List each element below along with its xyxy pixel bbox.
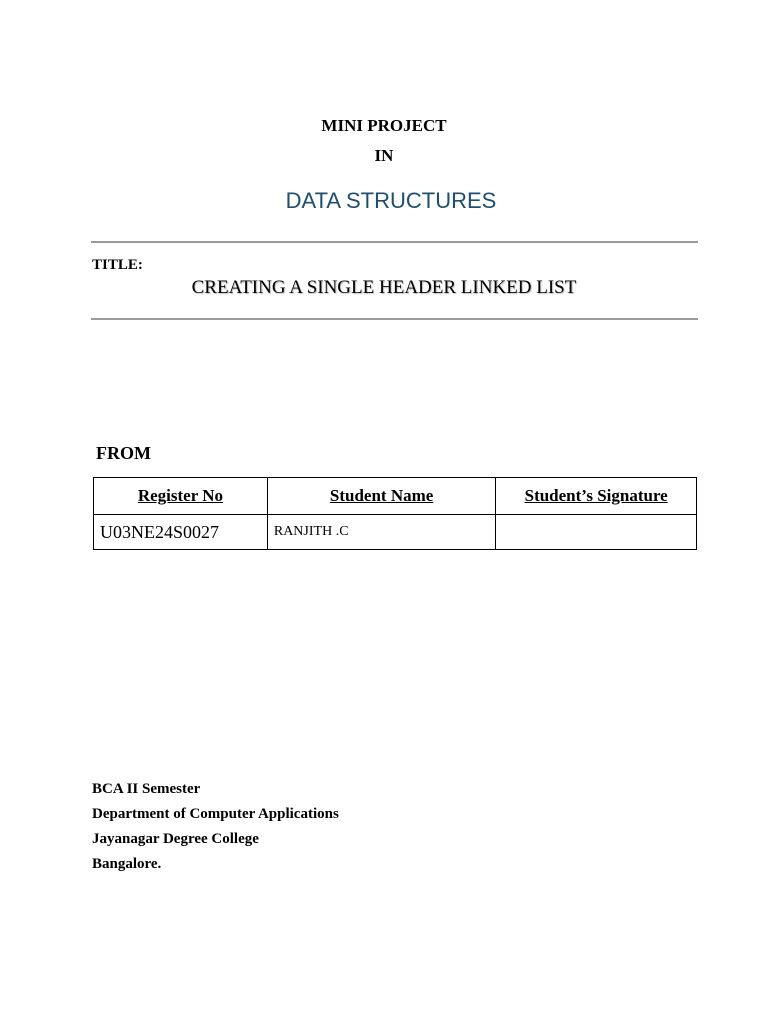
project-type-heading: MINI PROJECT [321,116,447,135]
institution-block [92,777,339,877]
column-header-signature: Student’s Signature [496,478,697,515]
city-line: Bangalore. [92,856,162,872]
column-header-register-no: Register No [94,478,268,515]
bottom-divider [91,318,698,320]
project-title: CREATING A SINGLE HEADER LINKED LIST [191,277,577,298]
semester-line: BCA II Semester [92,781,201,797]
title-label: TITLE: [92,257,143,273]
from-label: FROM [96,443,151,463]
signature-cell [496,515,697,550]
table-row [94,515,697,550]
top-divider [91,241,698,243]
table-header-row [94,478,697,515]
student-table [93,477,697,550]
department-line: Department of Computer Applications [92,806,339,822]
subject-heading: DATA STRUCTURES [285,188,497,213]
column-header-student-name: Student Name [267,478,496,515]
in-heading: IN [374,146,394,165]
register-number-cell: U03NE24S0027 [94,515,268,550]
college-line: Jayanagar Degree College [92,831,259,847]
student-name-cell: RANJITH .C [267,515,496,550]
